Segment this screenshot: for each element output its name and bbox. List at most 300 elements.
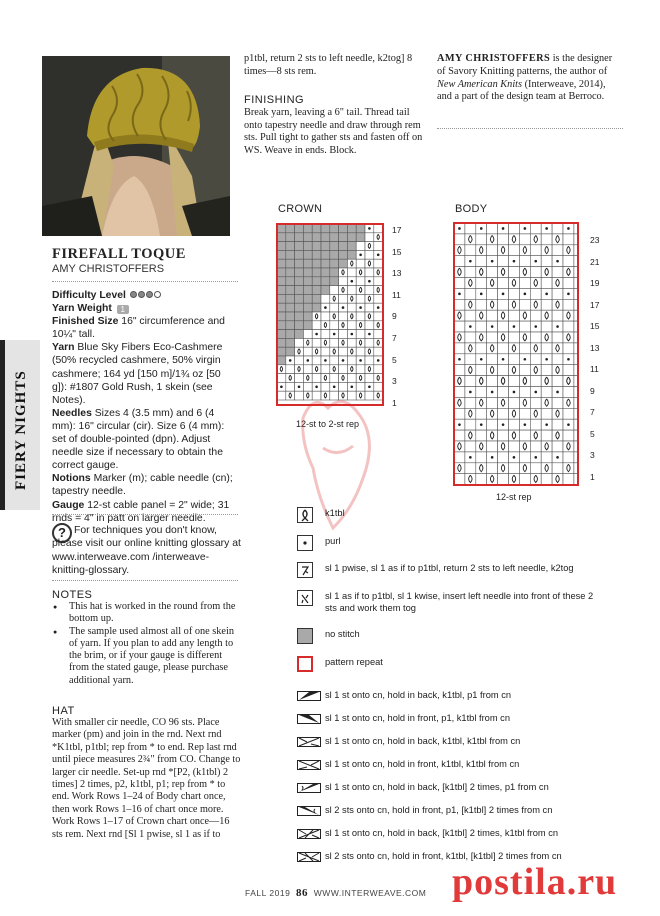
cable-icon: [297, 760, 321, 770]
chart-cell: [541, 256, 552, 267]
chart-cell: [295, 224, 304, 233]
chart-cell: [541, 452, 552, 463]
purl-mark: [458, 227, 461, 230]
chart-cell: [277, 347, 286, 356]
chart-cell: [476, 365, 487, 376]
purl-mark: [524, 227, 527, 230]
footer-site[interactable]: WWW.INTERWEAVE.COM: [313, 888, 427, 898]
chart-cell: [339, 259, 348, 268]
purl-mark: [458, 423, 461, 426]
gauge-info: [52, 499, 234, 525]
chart-cell: [476, 343, 487, 354]
chart-cell: [365, 286, 374, 295]
purl-mark: [480, 358, 483, 361]
difficulty-dot-icon: [130, 291, 137, 298]
purl-mark: [545, 227, 548, 230]
chart-cell: [509, 245, 520, 256]
purl-mark: [351, 280, 354, 283]
chart-cell: [286, 286, 295, 295]
techniques-text[interactable]: For techniques you don't know, please visit our online knitting glossary at www.interweave.com /interweave-knitting-glossary.: [52, 525, 241, 577]
chart-cell: [330, 259, 339, 268]
chart-cell: [487, 310, 498, 321]
chart-cell: [330, 242, 339, 251]
purl-mark: [491, 456, 494, 459]
chart-cell: [530, 332, 541, 343]
chart-cell: [295, 374, 304, 383]
chart-cell: [498, 452, 509, 463]
bio-text: is the designer of Savory Knitting patterns, the author of: [437, 53, 613, 77]
chart-cell: [552, 310, 563, 321]
chart-cell: [552, 245, 563, 256]
chart-cell: [295, 286, 304, 295]
legend-text: sl 1 pwise, sl 1 as if to p1tbl, return 2 sts to left needle, k2tog: [325, 563, 574, 573]
chart-cell: [465, 245, 476, 256]
chart-cell: [356, 321, 365, 330]
chart-cell: [286, 347, 295, 356]
chart-cell: [347, 286, 356, 295]
chart-cell: [519, 430, 530, 441]
legend-text: sl 1 st onto cn, hold in back, k1tbl, p1 from cn: [325, 690, 512, 700]
chart-cell: [374, 242, 383, 251]
chart-cell: [286, 250, 295, 259]
chart-cell: [321, 294, 330, 303]
chart-cell: [374, 294, 383, 303]
chart-cell: [330, 374, 339, 383]
purl-mark: [513, 456, 516, 459]
chart-cell: [509, 223, 520, 234]
yarn-weight-line: [52, 302, 234, 315]
purl-mark: [491, 391, 494, 394]
chart-cell: [552, 376, 563, 387]
purl-mark: [556, 325, 559, 328]
chart-cell: [303, 330, 312, 339]
chart-cell: [303, 374, 312, 383]
chart-cell: [541, 278, 552, 289]
chart-cell: [454, 343, 465, 354]
chart-cell: [321, 233, 330, 242]
purl-mark: [545, 358, 548, 361]
chart-cell: [321, 250, 330, 259]
purl-mark: [315, 333, 318, 336]
chart-cell: [330, 356, 339, 365]
chart-cell: [509, 288, 520, 299]
row-label: 7: [590, 407, 595, 417]
finishing-heading: FINISHING: [244, 94, 305, 106]
chart-cell: [356, 374, 365, 383]
purl-mark: [359, 254, 362, 257]
chart-cell: [303, 250, 312, 259]
chart-cell: [365, 321, 374, 330]
chart-cell: [295, 321, 304, 330]
chart-cell: [347, 268, 356, 277]
chart-cell: [530, 376, 541, 387]
purl-mark: [545, 293, 548, 296]
list-item: ● The sample used almost all of one skein of yarn. If you plan to add any length to the brim, or if your gauge is different from the stated gauge, please purchase additional yarn.: [52, 626, 242, 687]
page-number: 86: [296, 887, 309, 899]
yarn-label: Yarn: [52, 342, 75, 354]
chart-cell: [465, 354, 476, 365]
chart-cell: [454, 408, 465, 419]
techniques-note[interactable]: [52, 524, 242, 578]
chart-cell: [530, 310, 541, 321]
chart-cell: [321, 242, 330, 251]
chart-cell: [312, 242, 321, 251]
yarn-text: Blue Sky Fibers Eco-Cashmere (50% recycled cashmere, 50% virgin cashmere; 164 yd [150 m]/1¾ oz [50 g]): #1807 Gold Rush, 1 skein (see Notes).: [52, 342, 223, 406]
hat-photo: [42, 56, 230, 236]
needles-label: Needles: [52, 407, 92, 419]
chart-cell: [312, 259, 321, 268]
chart-cell: [541, 430, 552, 441]
chart-cell: [339, 312, 348, 321]
chart-cell: [498, 343, 509, 354]
chart-cell: [295, 303, 304, 312]
chart-cell: [509, 376, 520, 387]
chart-cell: [286, 259, 295, 268]
purl-mark: [458, 358, 461, 361]
chart-cell: [356, 259, 365, 268]
chart-cell: [277, 268, 286, 277]
chart-cell: [286, 268, 295, 277]
crown-row-labels: [392, 225, 412, 408]
chart-cell: [312, 277, 321, 286]
chart-cell: [303, 338, 312, 347]
chart-cell: [312, 338, 321, 347]
chart-cell: [563, 234, 574, 245]
chart-cell: [286, 233, 295, 242]
legend-text: k1tbl: [325, 508, 345, 518]
chart-cell: [295, 233, 304, 242]
finished-size-text: 16" circumference and 10¼" tall.: [52, 316, 225, 341]
yarn-weight-label: Yarn Weight: [52, 303, 112, 315]
purl-mark: [567, 293, 570, 296]
chart-cell: [303, 259, 312, 268]
chart-cell: [277, 286, 286, 295]
chart-cell: [498, 430, 509, 441]
chart-cell: [339, 330, 348, 339]
chart-cell: [509, 267, 520, 278]
purl-mark: [534, 456, 537, 459]
purl-mark: [534, 260, 537, 263]
row-label: 17: [590, 299, 600, 310]
chart-cell: [321, 224, 330, 233]
purl-mark: [502, 227, 505, 230]
chart-cell: [303, 286, 312, 295]
chart-cell: [356, 268, 365, 277]
chart-cell: [374, 338, 383, 347]
chart-cell: [498, 365, 509, 376]
chart-cell: [295, 338, 304, 347]
chart-cell: [563, 387, 574, 398]
legend-text: no stitch: [325, 629, 360, 639]
chart-cell: [330, 233, 339, 242]
chart-cell: [454, 299, 465, 310]
yarn-weight-badge: 1: [117, 305, 129, 314]
section-tab: [0, 340, 40, 510]
hat-instructions-continued: p1tbl, return 2 sts to left needle, k2tog] 8 times—8 sts rem.: [244, 53, 413, 77]
row-label: 21: [590, 256, 600, 267]
chart-cell: [374, 259, 383, 268]
purl-mark: [480, 423, 483, 426]
chart-cell: [286, 277, 295, 286]
chart-cell: [465, 332, 476, 343]
chart-cell: [312, 347, 321, 356]
chart-cell: [519, 234, 530, 245]
chart-cell: [339, 233, 348, 242]
chart-cell: [476, 452, 487, 463]
chart-cell: [312, 250, 321, 259]
chart-cell: [530, 463, 541, 474]
purl-mark: [377, 359, 380, 362]
chart-cell: [312, 224, 321, 233]
sl1-pwise-icon: [297, 562, 313, 578]
chart-cell: [541, 343, 552, 354]
chart-cell: [356, 338, 365, 347]
purl-mark: [513, 391, 516, 394]
legend-text: sl 2 sts onto cn, hold in front, p1, [k1tbl] 2 times from cn: [325, 805, 553, 815]
chart-cell: [339, 294, 348, 303]
chart-cell: [347, 224, 356, 233]
chart-cell: [530, 288, 541, 299]
chart-cell: [295, 259, 304, 268]
chart-cell: [454, 278, 465, 289]
chart-cell: [454, 474, 465, 485]
chart-cell: [476, 408, 487, 419]
chart-cell: [295, 347, 304, 356]
chart-cell: [365, 312, 374, 321]
chart-cell: [530, 267, 541, 278]
purl-mark: [359, 359, 362, 362]
chart-cell: [286, 303, 295, 312]
cable-icon: [297, 737, 321, 747]
chart-cell: [303, 347, 312, 356]
row-label: 13: [392, 268, 402, 279]
chart-cell: [530, 223, 541, 234]
chart-cell: [374, 277, 383, 286]
purl-mark: [556, 391, 559, 394]
needles-info: [52, 407, 234, 472]
chart-cell: [356, 347, 365, 356]
chart-cell: [374, 312, 383, 321]
chart-cell: [321, 365, 330, 374]
chart-cell: [552, 267, 563, 278]
chart-cell: [330, 286, 339, 295]
row-label: 3: [392, 376, 397, 387]
chart-cell: [454, 365, 465, 376]
chart-cell: [330, 294, 339, 303]
legend-text: sl 1 st onto cn, hold in front, p1, k1tbl from cn: [325, 713, 510, 723]
chart-cell: [487, 245, 498, 256]
purl-mark: [480, 227, 483, 230]
purl-mark: [368, 280, 371, 283]
chart-cell: [347, 294, 356, 303]
chart-cell: [277, 356, 286, 365]
chart-cell: [321, 259, 330, 268]
cable-icon: [297, 829, 321, 839]
row-label: 9: [590, 385, 595, 396]
chart-cell: [356, 233, 365, 242]
chart-cell: [295, 242, 304, 251]
chart-cell: [519, 299, 530, 310]
cable-icon: [297, 806, 321, 816]
purl-mark: [377, 306, 380, 309]
chart-cell: [295, 294, 304, 303]
no-stitch-icon: [297, 628, 313, 644]
chart-cell: [356, 330, 365, 339]
chart-cell: [374, 347, 383, 356]
chart-cell: [552, 223, 563, 234]
chart-cell: [339, 268, 348, 277]
purl-mark: [491, 325, 494, 328]
chart-cell: [365, 233, 374, 242]
chart-cell: [339, 286, 348, 295]
cable-icon: [297, 852, 321, 862]
chart-cell: [286, 312, 295, 321]
divider: [437, 128, 623, 129]
chart-cell: [347, 338, 356, 347]
chart-cell: [356, 294, 365, 303]
chart-cell: [498, 408, 509, 419]
chart-cell: [365, 374, 374, 383]
chart-cell: [321, 338, 330, 347]
chart-cell: [519, 474, 530, 485]
purl-mark: [502, 358, 505, 361]
chart-cell: [476, 234, 487, 245]
chart-cell: [277, 338, 286, 347]
bio-text: (Interweave, 2014), and a part of the design team at Berroco.: [437, 78, 606, 103]
chart-cell: [295, 250, 304, 259]
chart-cell: [295, 330, 304, 339]
chart-cell: [330, 268, 339, 277]
chart-cell: [454, 452, 465, 463]
chart-cell: [356, 286, 365, 295]
chart-cell: [563, 474, 574, 485]
purl-mark: [491, 260, 494, 263]
chart-cell: [552, 288, 563, 299]
crown-chart-caption: 12-st to 2-st rep: [296, 419, 360, 429]
legend-text: sl 1 as if to p1tbl, sl 1 kwise, insert left needle into front of these 2 sts and work them tog: [325, 591, 594, 613]
chart-cell: [312, 321, 321, 330]
chart-cell: [295, 356, 304, 365]
gauge-text: 12-st cable panel = 2" wide; 31 rnds = 4" in patt on larger needle.: [52, 499, 230, 524]
chart-cell: [454, 256, 465, 267]
chart-cell: [519, 408, 530, 419]
chart-cell: [476, 321, 487, 332]
chart-cell: [330, 224, 339, 233]
chart-cell: [277, 250, 286, 259]
chart-cell: [552, 441, 563, 452]
chart-cell: [498, 387, 509, 398]
notes-heading: NOTES: [52, 589, 93, 601]
chart-cell: [530, 245, 541, 256]
chart-cell: [487, 267, 498, 278]
chart-cell: [563, 321, 574, 332]
legend-text: sl 1 st onto cn, hold in front, k1tbl, k1tbl from cn: [325, 759, 520, 769]
crown-chart: [276, 223, 384, 406]
chart-cell: [541, 321, 552, 332]
chart-cell: [563, 278, 574, 289]
body-row-labels: [590, 235, 610, 485]
section-tab-label: FIERY NIGHTS: [13, 370, 29, 490]
body-chart-title: BODY: [455, 203, 488, 215]
chart-cell: [347, 312, 356, 321]
chart-cell: [339, 224, 348, 233]
chart-cell: [365, 268, 374, 277]
purl-mark: [307, 359, 310, 362]
chart-cell: [530, 441, 541, 452]
chart-cell: [277, 277, 286, 286]
designer-name: AMY CHRISTOFFERS: [52, 263, 165, 275]
chart-cell: [303, 321, 312, 330]
purl-mark: [502, 293, 505, 296]
chart-cell: [487, 223, 498, 234]
chart-cell: [374, 268, 383, 277]
yarn-info: [52, 341, 234, 406]
chart-cell: [374, 286, 383, 295]
purl-mark: [289, 359, 292, 362]
purl-mark: [469, 456, 472, 459]
notions-text: Marker (m); cable needle (cn); tapestry needle.: [52, 473, 233, 498]
notions-info: [52, 472, 234, 498]
purl-mark: [513, 325, 516, 328]
chart-cell: [498, 234, 509, 245]
chart-cell: [552, 419, 563, 430]
chart-cell: [509, 419, 520, 430]
chart-cell: [563, 365, 574, 376]
chart-cell: [563, 408, 574, 419]
chart-cell: [509, 441, 520, 452]
chart-cell: [277, 365, 286, 374]
purl-mark: [351, 333, 354, 336]
chart-cell: [312, 286, 321, 295]
purl-mark: [567, 423, 570, 426]
chart-cell: [454, 387, 465, 398]
chart-cell: [277, 224, 286, 233]
chart-cell: [465, 441, 476, 452]
chart-cell: [312, 312, 321, 321]
legend-text: sl 2 sts onto cn, hold in front, k1tbl, [k1tbl] 2 times from cn: [325, 851, 562, 861]
chart-cell: [303, 233, 312, 242]
chart-cell: [541, 365, 552, 376]
chart-cell: [312, 303, 321, 312]
purl-mark: [469, 391, 472, 394]
purl-mark: [480, 293, 483, 296]
chart-cell: [347, 321, 356, 330]
chart-cell: [498, 278, 509, 289]
needles-text: Sizes 4 (3.5 mm) and 6 (4 mm): 16" circular (cir). Size 6 (4 mm): set of double-pointed (dpn). Adjust needle size if necessary to obtain the correct gauge.: [52, 407, 225, 472]
row-label: 5: [392, 354, 397, 365]
difficulty-dot-icon: [138, 291, 145, 298]
chart-cell: [303, 224, 312, 233]
legend-text: pattern repeat: [325, 657, 383, 667]
legend-text: sl 1 st onto cn, hold in back, [k1tbl] 2 times, k1tbl from cn: [325, 828, 559, 838]
finished-size: [52, 315, 234, 341]
row-label: 15: [590, 321, 600, 331]
chart-cell: [487, 419, 498, 430]
chart-cell: [519, 321, 530, 332]
row-label: 1: [392, 397, 397, 408]
chart-cell: [487, 463, 498, 474]
chart-cell: [374, 330, 383, 339]
chart-cell: [509, 310, 520, 321]
chart-cell: [476, 430, 487, 441]
chart-cell: [339, 338, 348, 347]
chart-cell: [330, 347, 339, 356]
purl-mark: [556, 456, 559, 459]
purl-mark: [534, 391, 537, 394]
purl-mark: [377, 254, 380, 257]
k1tbl-icon: [297, 507, 313, 523]
chart-cell: [365, 294, 374, 303]
